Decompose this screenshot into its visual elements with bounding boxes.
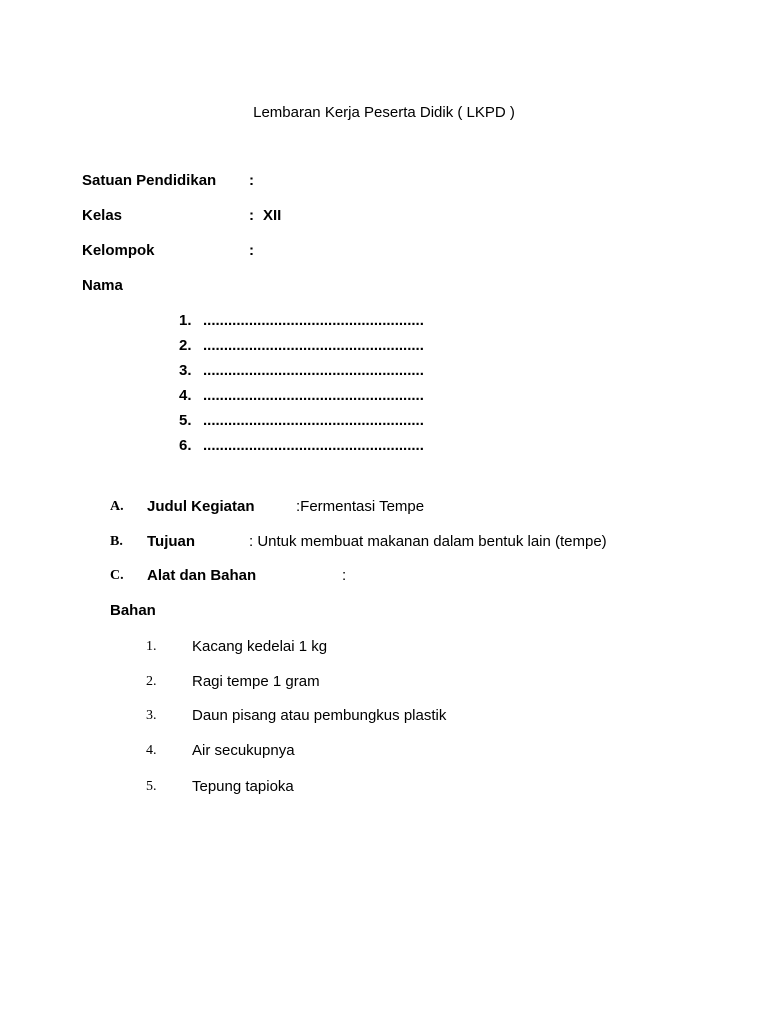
section-value: :Fermentasi Tempe [296, 498, 425, 515]
list-number: 2. [146, 674, 157, 689]
document-title: Lembaran Kerja Peserta Didik ( LKPD ) [253, 104, 515, 121]
blank-line: ..................................................... [203, 362, 424, 379]
field-label: Kelompok [82, 242, 155, 259]
list-number: 6. [179, 437, 192, 454]
list-number: 1. [146, 639, 157, 654]
section-value: : Untuk membuat makanan dalam bentuk lain (tempe) [249, 533, 607, 550]
bahan-text: Daun pisang atau pembungkus plastik [192, 707, 447, 724]
bahan-heading: Bahan [110, 602, 156, 619]
field-label: Satuan Pendidikan [82, 172, 217, 189]
section-label: Judul Kegiatan [147, 498, 255, 515]
list-number: 5. [179, 412, 192, 429]
blank-line: ..................................................... [203, 337, 424, 354]
blank-line: ..................................................... [203, 437, 424, 454]
bahan-text: Ragi tempe 1 gram [192, 673, 320, 690]
field-label: Kelas [82, 207, 123, 224]
list-number: 5. [146, 779, 157, 794]
field-colon: : [249, 172, 254, 189]
blank-line: ..................................................... [203, 412, 424, 429]
section-label: Alat dan Bahan [147, 567, 257, 584]
list-number: 3. [179, 362, 192, 379]
section-label: Tujuan [147, 533, 196, 550]
list-number: 1. [179, 312, 192, 329]
section-letter: B. [110, 534, 123, 549]
list-number: 3. [146, 708, 157, 723]
section-value: : [342, 567, 347, 584]
blank-line: ..................................................... [203, 387, 424, 404]
bahan-text: Tepung tapioka [192, 778, 294, 795]
field-colon: : [249, 207, 254, 224]
list-number: 2. [179, 337, 192, 354]
section-letter: C. [110, 568, 124, 583]
blank-line: ..................................................... [203, 312, 424, 329]
list-number: 4. [179, 387, 192, 404]
bahan-text: Kacang kedelai 1 kg [192, 638, 328, 655]
field-label: Nama [82, 277, 123, 294]
section-letter: A. [110, 499, 124, 514]
bahan-text: Air secukupnya [192, 742, 295, 759]
list-number: 4. [146, 743, 157, 758]
field-value: XII [263, 207, 282, 224]
field-colon: : [249, 242, 254, 259]
